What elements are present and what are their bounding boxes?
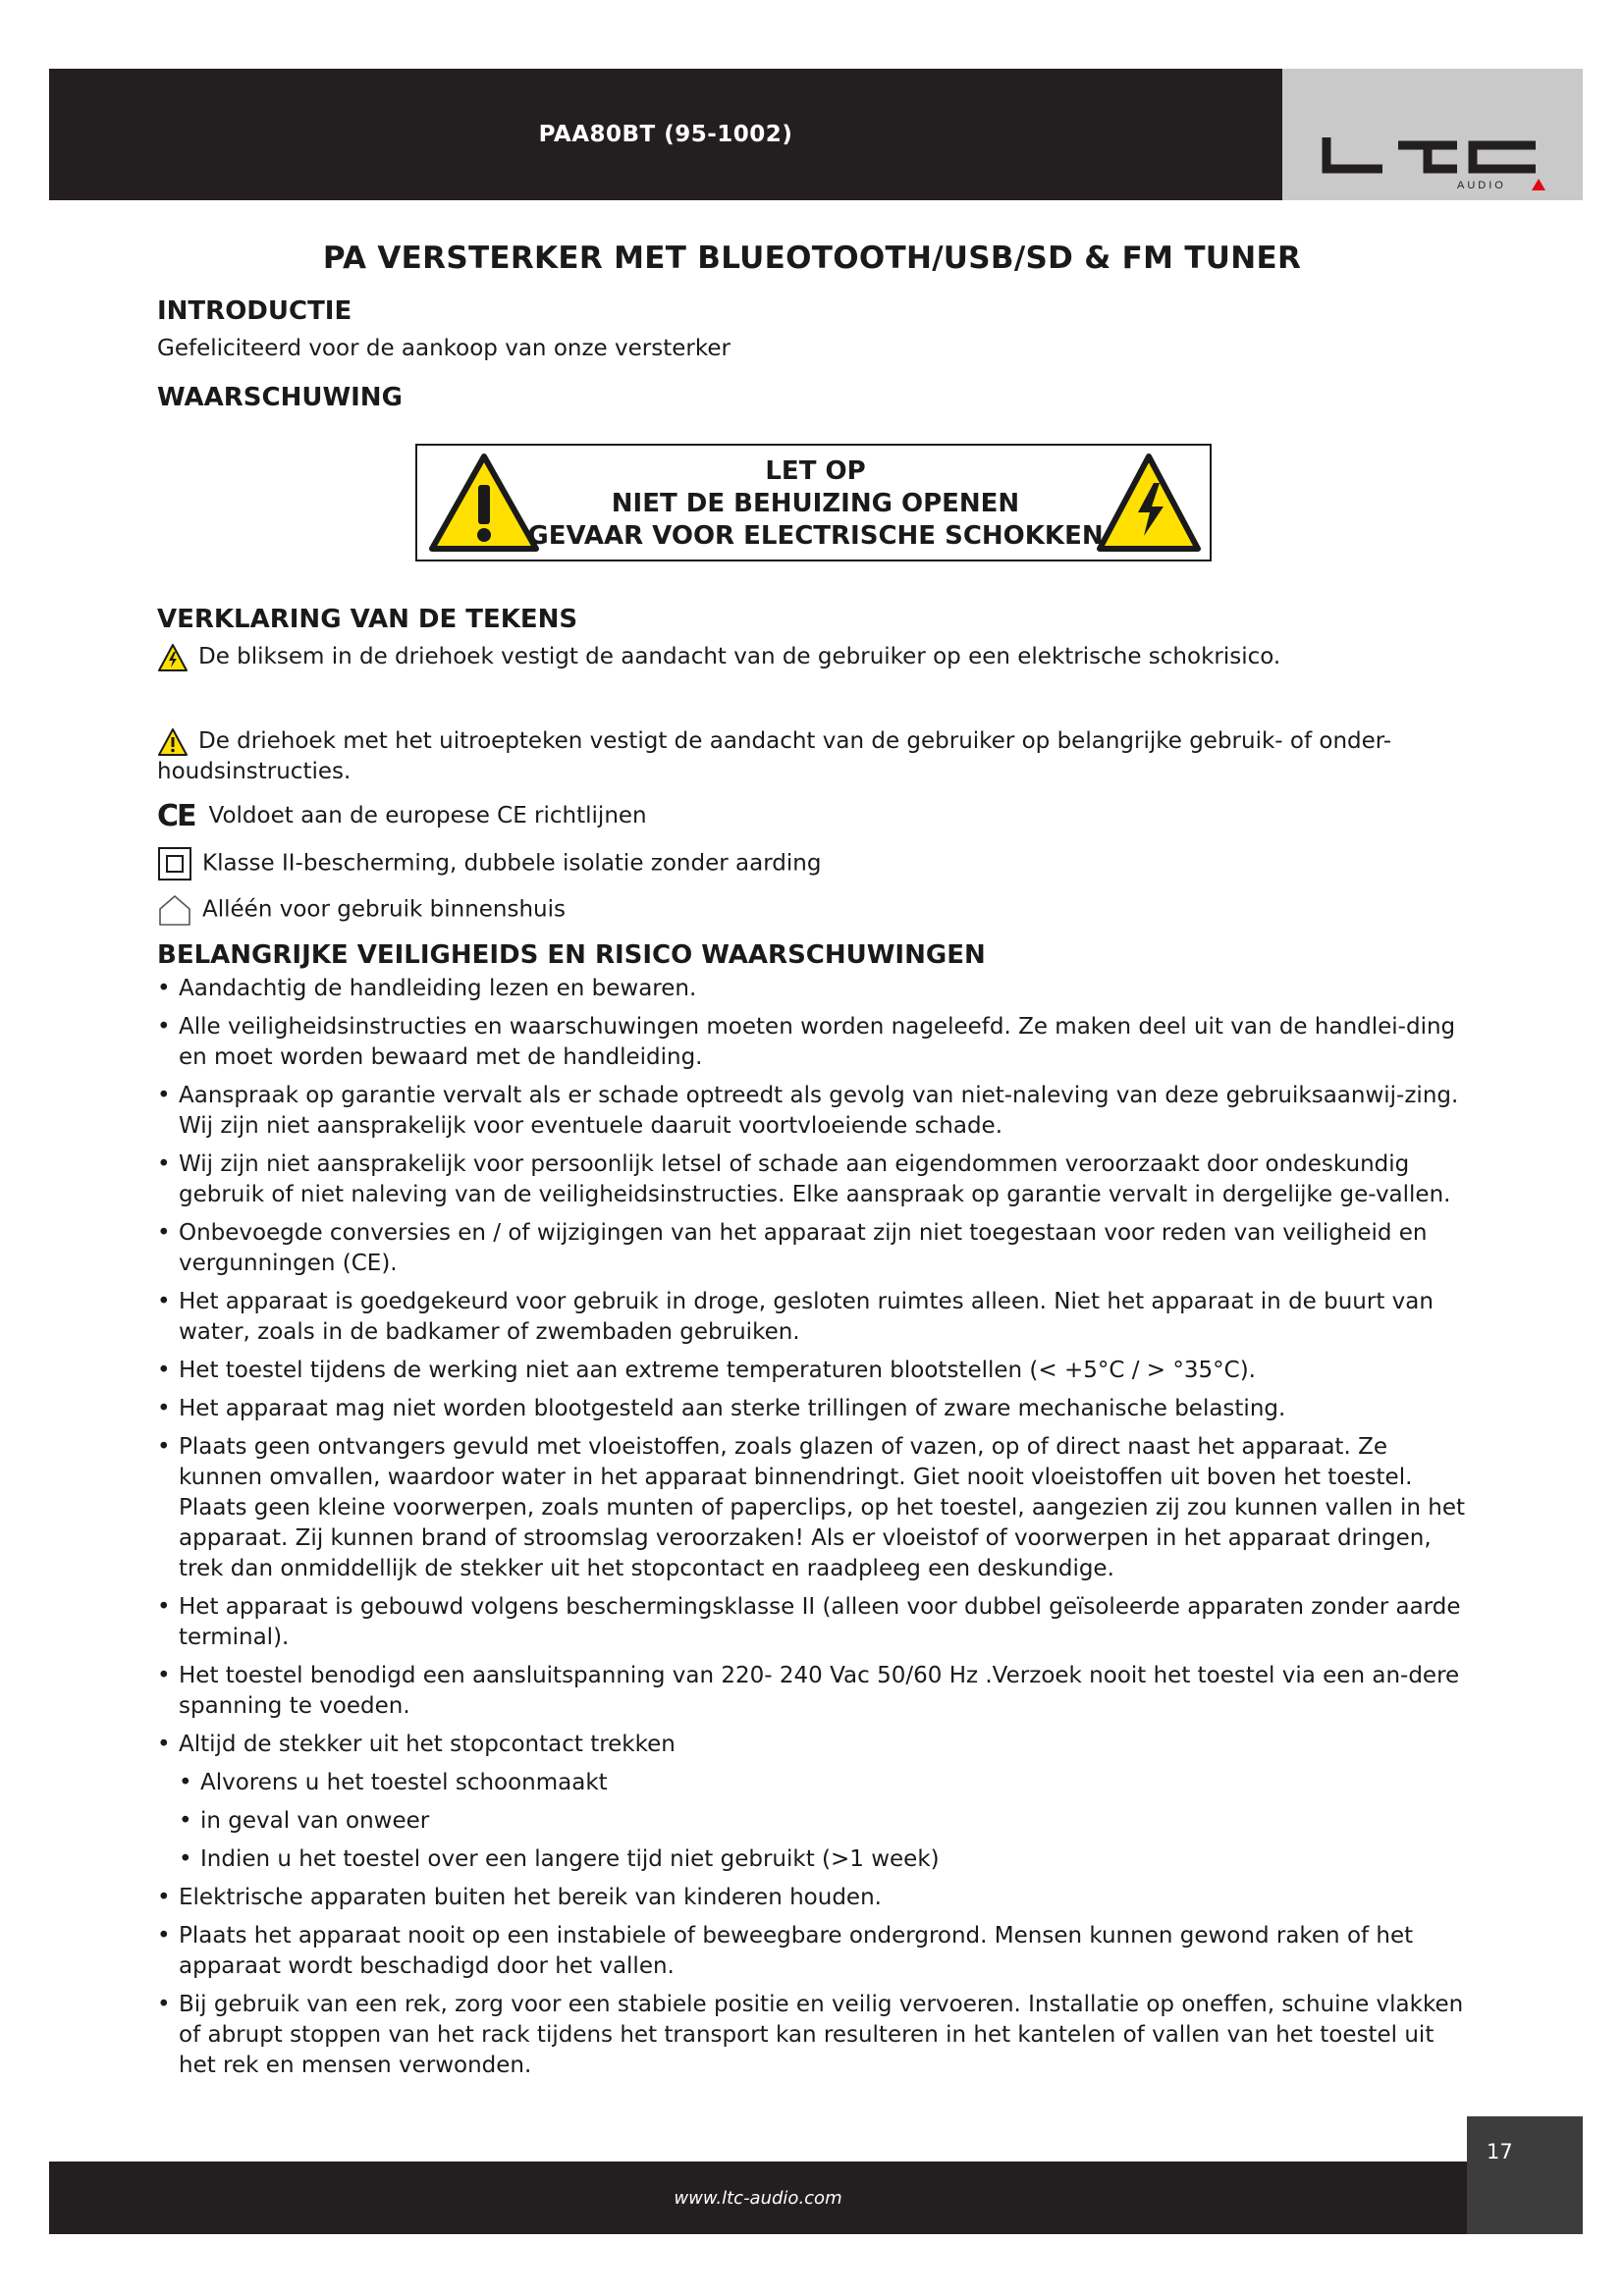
warning-line-1: LET OP bbox=[765, 456, 866, 486]
sub-list-item: • in geval van onweer bbox=[179, 1806, 1473, 1837]
symbol-text: De bliksem in de driehoek vestigt de aandacht van de gebruiker op een elektrische schokrisico. bbox=[198, 644, 1281, 669]
safety-list bbox=[157, 974, 1473, 2089]
list-item: • Wij zijn niet aansprakelijk voor persoonlijk letsel of schade aan eigendommen veroorzaakt door ondeskundig gebruik of niet naleving van de veiligheidsinstructies. Elke aanspraak op garantie vervalt in dergelijke ge-vallen. bbox=[157, 1149, 1473, 1210]
warning-box bbox=[415, 444, 1212, 561]
warning-line-3: GEVAAR VOOR ELECTRISCHE SCHOKKEN bbox=[527, 521, 1104, 551]
ltc-wordmark-icon bbox=[1322, 137, 1547, 177]
safety-heading: BELANGRIJKE VEILIGHEIDS EN RISICO WAARSCHUWINGEN bbox=[157, 940, 986, 970]
ltc-logo bbox=[1282, 69, 1583, 200]
class-ii-icon bbox=[157, 846, 192, 881]
intro-heading: INTRODUCTIE bbox=[157, 296, 352, 326]
symbol-text: Voldoet aan de europese CE richtlijnen bbox=[208, 803, 647, 828]
list-item: • Het apparaat is goedgekeurd voor gebruik in droge, gesloten ruimtes alleen. Niet het apparaat in de buurt van water, zoals in de badkamer of zwembaden gebruiken. bbox=[157, 1287, 1473, 1348]
list-item: • Aandachtig de handleiding lezen en bewaren. bbox=[157, 974, 1473, 1004]
sub-list-item: • Indien u het toestel over een langere tijd niet gebruikt (>1 week) bbox=[179, 1844, 1473, 1875]
warning-line-2: NIET DE BEHUIZING OPENEN bbox=[611, 489, 1020, 518]
symbol-item-exclamation bbox=[157, 726, 1473, 787]
ce-mark-icon: CE bbox=[157, 799, 195, 833]
model-title: PAA80BT (95-1002) bbox=[538, 122, 793, 147]
intro-text: Gefeliciteerd voor de aankoop van onze versterker bbox=[157, 336, 731, 361]
warning-heading: WAARSCHUWING bbox=[157, 383, 403, 412]
exclamation-triangle-icon bbox=[157, 727, 189, 757]
list-item: • Plaats het apparaat nooit op een instabiele of beweegbare ondergrond. Mensen kunnen gewond raken of het apparaat wordt beschadigd door het vallen. bbox=[157, 1921, 1473, 1982]
list-item: • Aanspraak op garantie vervalt als er schade optreedt als gevolg van niet-naleving van deze gebruiksaanwij-zing. Wij zijn niet aansprakelijk voor eventuele daaruit voortvloeiende schade. bbox=[157, 1081, 1473, 1142]
sub-list-item: • Alvorens u het toestel schoonmaakt bbox=[179, 1768, 1473, 1798]
symbol-text: De driehoek met het uitroepteken vestigt de aandacht van de gebruiker op belangrijke gebruik- of onder-houdsinstructies. bbox=[157, 728, 1392, 784]
list-item: • Het apparaat is gebouwd volgens beschermingsklasse II (alleen voor dubbel geïsoleerde apparaten zonder aarde terminal). bbox=[157, 1592, 1473, 1653]
page-number: 17 bbox=[1487, 2140, 1513, 2163]
list-item: • Het toestel tijdens de werking niet aan extreme temperaturen blootstellen (< +5°C / > °35°C). bbox=[157, 1356, 1473, 1386]
page-number-box bbox=[1467, 2116, 1583, 2234]
symbol-item-lightning bbox=[157, 642, 1473, 672]
footer-url: www.ltc-audio.com bbox=[674, 2187, 842, 2209]
lightning-triangle-icon bbox=[157, 643, 189, 672]
indoor-house-icon bbox=[157, 893, 192, 927]
list-item: • Altijd de stekker uit het stopcontact trekken bbox=[157, 1730, 1473, 1760]
symbol-text: Klasse II-bescherming, dubbele isolatie zonder aarding bbox=[202, 850, 822, 877]
list-item: • Het toestel benodigd een aansluitspanning van 220- 240 Vac 50/60 Hz .Verzoek nooit het toestel via een an-dere spanning te voeden. bbox=[157, 1661, 1473, 1722]
logo-subtext: AUDIO bbox=[1457, 180, 1506, 191]
document-title: PA VERSTERKER MET BLUEOTOOTH/USB/SD & FM TUNER bbox=[322, 240, 1302, 276]
symbol-text: Alléén voor gebruik binnenshuis bbox=[202, 896, 567, 923]
list-item: • Plaats geen ontvangers gevuld met vloeistoffen, zoals glazen of vazen, op of direct naast het apparaat. Ze kunnen omvallen, waardoor water in het apparaat binnendringt. Giet nooit vloeistoffen uit boven het toestel. Plaats geen kleine voorwerpen, zoals munten of paperclips, op het toestel, aangezien zij zou kunnen vallen in het apparaat. Zij kunnen brand of stroomslag veroorzaken! Als er vloeistof of voorwerpen in het apparaat dringen, trek dan onmiddellijk de stekker uit het stopcontact en raadpleeg een deskundige. bbox=[157, 1432, 1473, 1584]
list-item: • Alle veiligheidsinstructies en waarschuwingen moeten worden nageleefd. Ze maken deel uit van de handlei-ding en moet worden bewaard met de handleiding. bbox=[157, 1012, 1473, 1073]
symbol-item-ce bbox=[157, 801, 1473, 831]
list-item: • Elektrische apparaten buiten het bereik van kinderen houden. bbox=[157, 1883, 1473, 1913]
symbol-item-class-ii bbox=[157, 846, 1473, 881]
logo-triangle-icon bbox=[1532, 179, 1545, 190]
symbol-item-indoor bbox=[157, 893, 1473, 927]
symbols-heading: VERKLARING VAN DE TEKENS bbox=[157, 605, 578, 634]
list-item: • Bij gebruik van een rek, zorg voor een stabiele positie en veilig vervoeren. Installatie op oneffen, schuine vlakken of abrupt stoppen van het rack tijdens het transport kan resulteren in het kantelen of vallen van het toestel uit het rek en mensen verwonden. bbox=[157, 1990, 1473, 2081]
list-item: • Het apparaat mag niet worden blootgesteld aan sterke trillingen of zware mechanische belasting. bbox=[157, 1394, 1473, 1424]
list-item: • Onbevoegde conversies en / of wijzigingen van het apparaat zijn niet toegestaan voor reden van veiligheid en vergunningen (CE). bbox=[157, 1218, 1473, 1279]
lightning-triangle-icon bbox=[1095, 452, 1203, 554]
